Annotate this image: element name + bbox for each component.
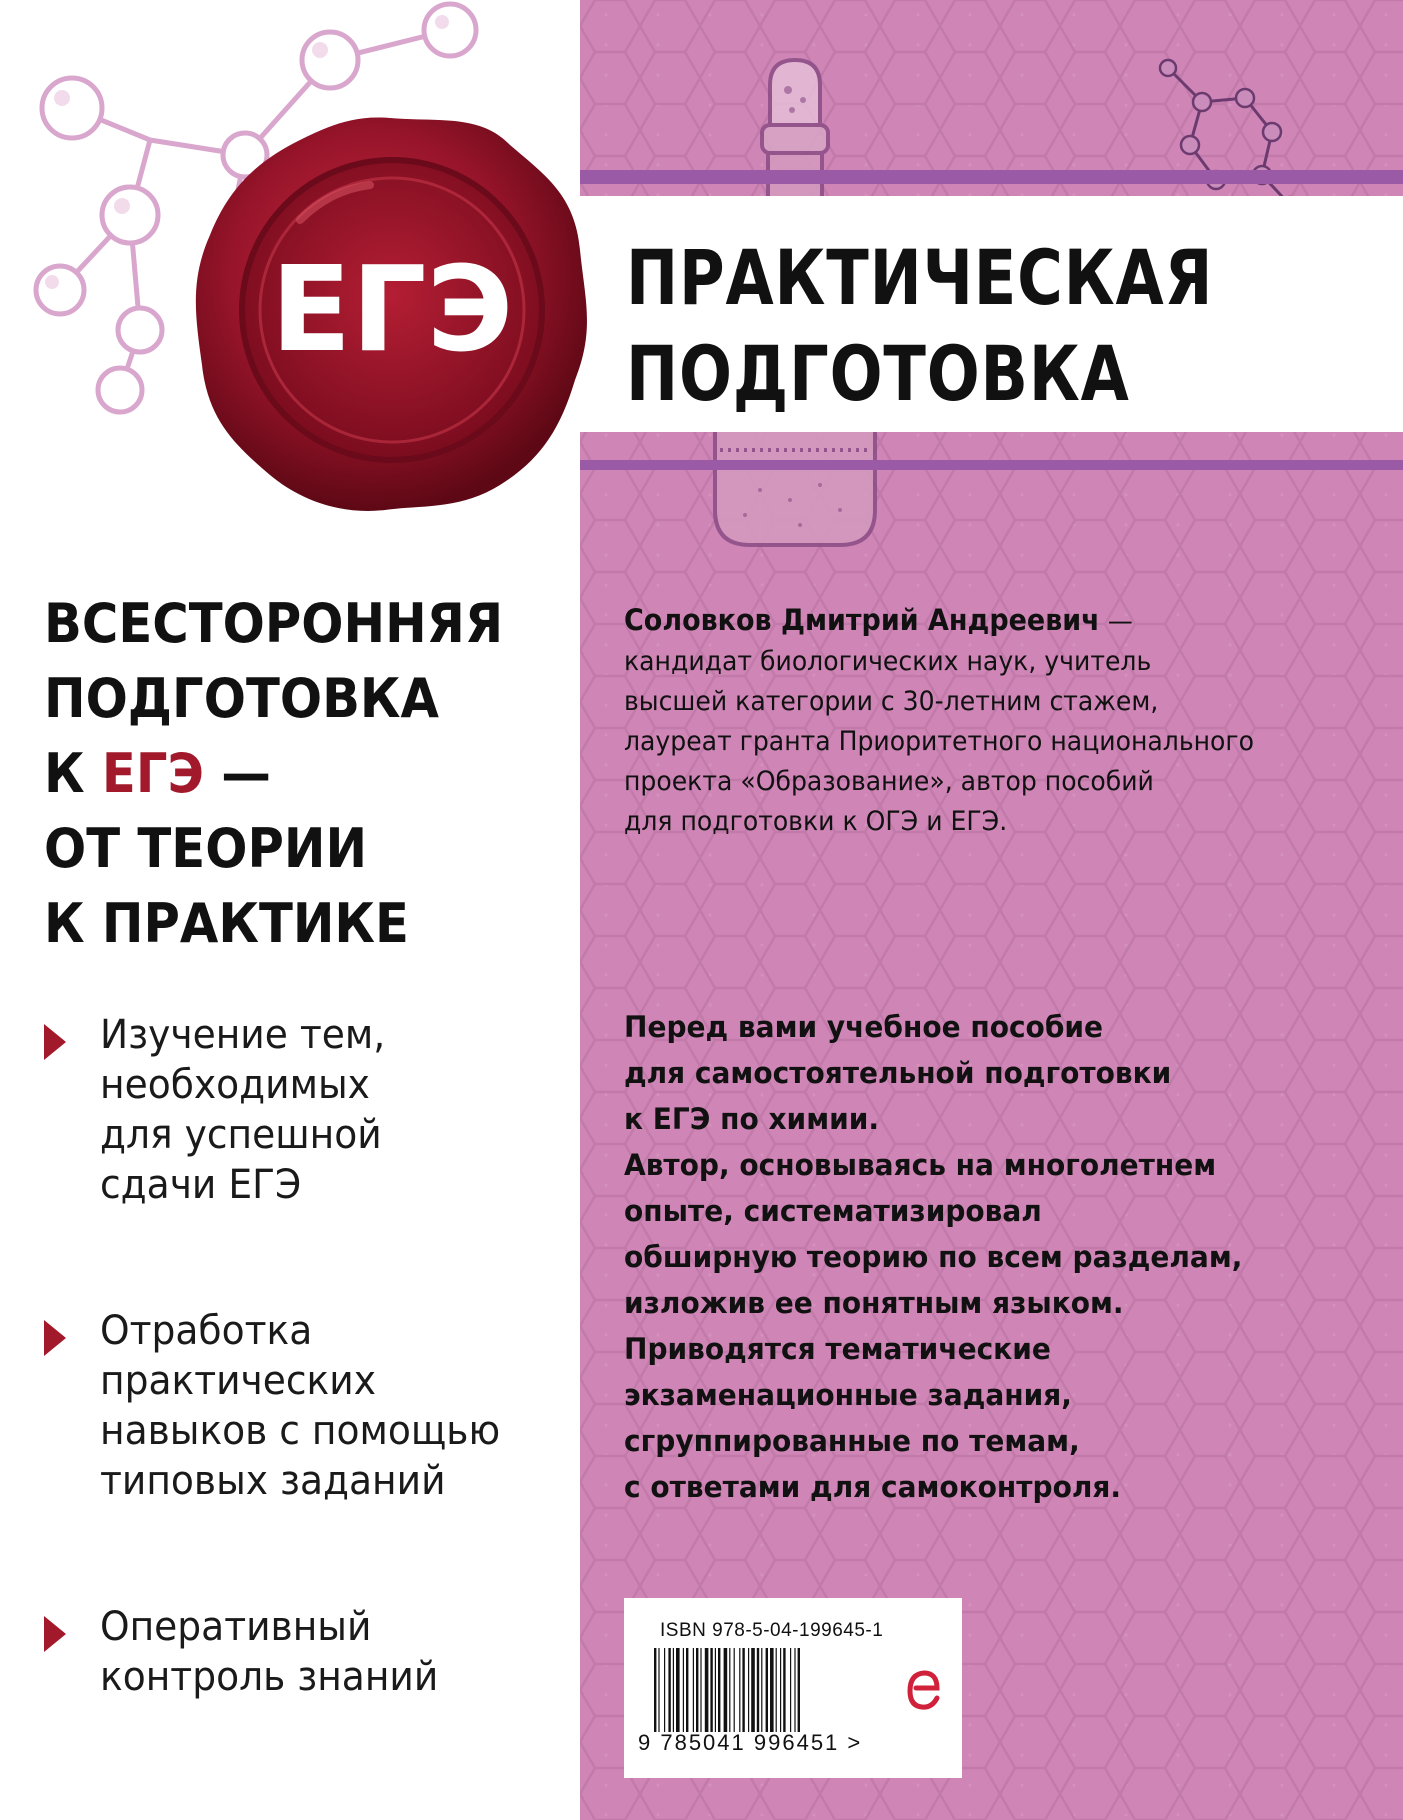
author-bio-line: лауреат гранта Приоритетного национального: [624, 726, 1254, 757]
barcode-box: [624, 1598, 962, 1778]
author-dash: —: [1099, 606, 1133, 637]
bullet-arrow-icon: [44, 1616, 66, 1652]
headline-line-2: ПОДГОТОВКА: [44, 667, 439, 730]
headline-line-1: ВСЕСТОРОННЯЯ: [44, 592, 504, 655]
publisher-logo-icon: [904, 1658, 944, 1718]
author-name-line: [624, 600, 1312, 642]
feature-text: Отработка практических навыков с помощью типовых заданий: [100, 1308, 501, 1504]
author-bio-line: высшей категории с 30-летним стажем,: [624, 686, 1159, 717]
isbn-text: ISBN 978-5-04-199645-1: [660, 1620, 884, 1641]
headline-line-3-prefix: К: [44, 742, 102, 805]
author-block: [624, 600, 1312, 842]
feature-text: Оперативный контроль знаний: [100, 1604, 439, 1700]
headline-line-5: К ПРАКТИКЕ: [44, 892, 409, 955]
headline-line-3: [44, 736, 559, 811]
cover-title: [626, 230, 1233, 422]
barcode-icon: [654, 1648, 894, 1732]
wax-seal-icon: [180, 100, 600, 520]
author-bio-line: кандидат биологических наук, учитель: [624, 646, 1152, 677]
headline: [44, 586, 559, 961]
seal-text: ЕГЭ: [270, 240, 514, 378]
cover-title-line-2: ПОДГОТОВКА: [626, 329, 1130, 418]
author-bio-line: для подготовки к ОГЭ и ЕГЭ.: [624, 806, 1008, 837]
author-bio-line: проекта «Образование», автор пособий: [624, 766, 1154, 797]
book-description: Перед вами учебное пособие для самостоятельной подготовки к ЕГЭ по химии. Автор, основываясь на многолетнем опыте, систематизировал обширную теорию по всем разделам, изложив ее понятным языком. Приводятся тематические экзаменационные задания, сгруппированные по темам, с ответами для самоконтроля.: [624, 1010, 1243, 1504]
headline-line-4: ОТ ТЕОРИИ: [44, 817, 368, 880]
headline-line-3-suffix: —: [203, 742, 271, 805]
feature-text: Изучение тем, необходимых для успешной сдачи ЕГЭ: [100, 1012, 386, 1208]
author-name: Соловков Дмитрий Андреевич: [624, 603, 1100, 637]
bullet-arrow-icon: [44, 1024, 66, 1060]
bullet-arrow-icon: [44, 1320, 66, 1356]
barcode-digits: 9 785041 996451 >: [638, 1730, 863, 1755]
band-stripe-top: [580, 170, 1403, 184]
band-stripe-bottom: [580, 460, 1403, 470]
headline-accent: ЕГЭ: [101, 742, 204, 805]
cover-title-line-1: ПРАКТИЧЕСКАЯ: [626, 233, 1214, 322]
